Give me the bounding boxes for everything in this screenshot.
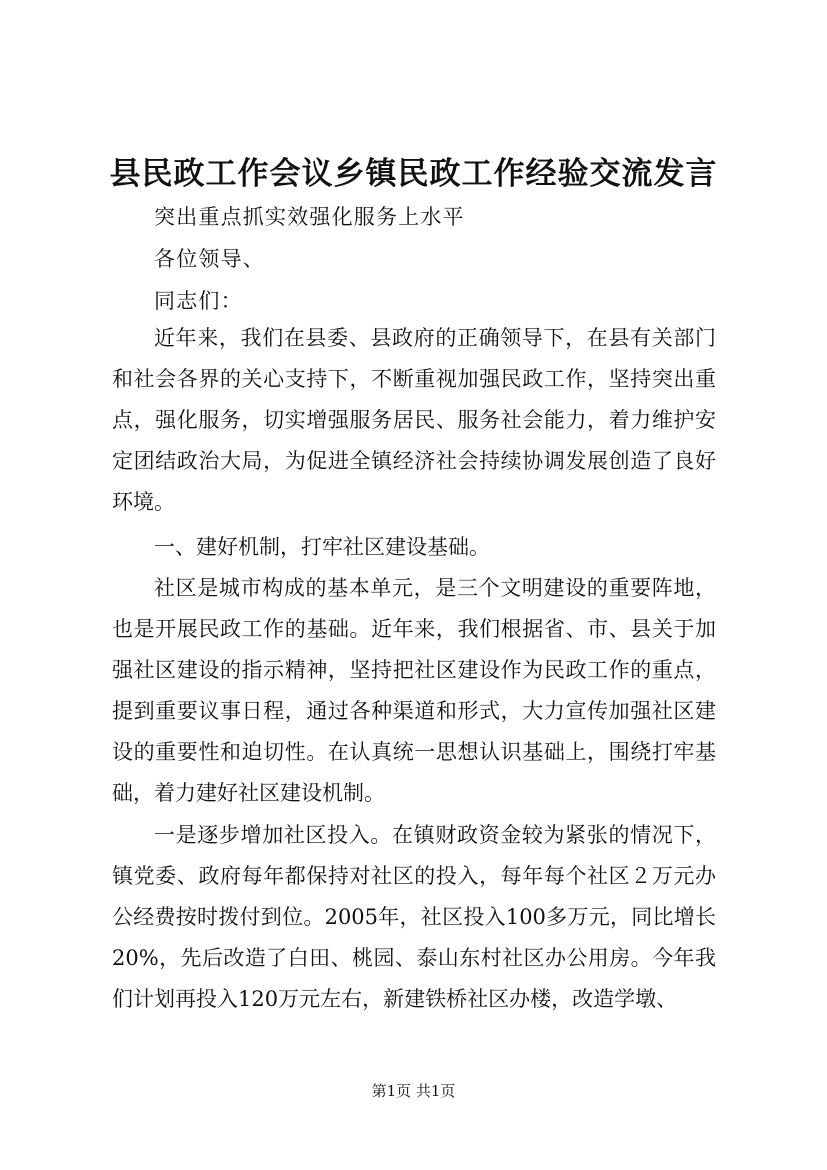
section-heading-1: 一、建好机制，打牢社区建设基础。 [154,535,490,559]
salutation-leaders: 各位领导、 [154,247,265,271]
paragraph-community: 社区是城市构成的基本单元，是三个文明建设的重要阵地，也是开展民政工作的基础。近年来，我们根据省、市、县关于加强社区建设的指示精神，坚持把社区建设作为民政工作的重点，提到重要议事日程，通过各种渠道和形式，大力宣传加强社区建设的重要性和迫切性。在认真统一思想认识基础上，围绕打牢基础，着力建好社区建设机制。 [112,576,716,805]
salutation-comrades: 同志们： [154,289,243,313]
page-footer: 第1页 共1页 [371,1082,456,1100]
document-subtitle: 突出重点抓实效强化服务上水平 [154,205,465,229]
paragraph-intro: 近年来，我们在县委、县政府的正确领导下，在县有关部门和社会各界的关心支持下，不断重视加强民政工作，坚持突出重点，强化服务，切实增强服务居民、服务社会能力，着力维护安定团结政治大局，为促进全镇经济社会持续协调发展创造了良好环境。 [112,326,716,514]
paragraph-investment: 一是逐步增加社区投入。在镇财政资金较为紧张的情况下，镇党委、政府每年都保持对社区的投入，每年每个社区２万元办公经费按时拨付到位。2005年，社区投入100多万元，同比增长20%，先后改造了白田、桃园、泰山东村社区办公用房。今年我们计划再投入120万元左右，新建铁桥社区办楼，改造学墩、 [112,823,716,1011]
document-title: 县民政工作会议乡镇民政工作经验交流发言 [109,156,718,192]
